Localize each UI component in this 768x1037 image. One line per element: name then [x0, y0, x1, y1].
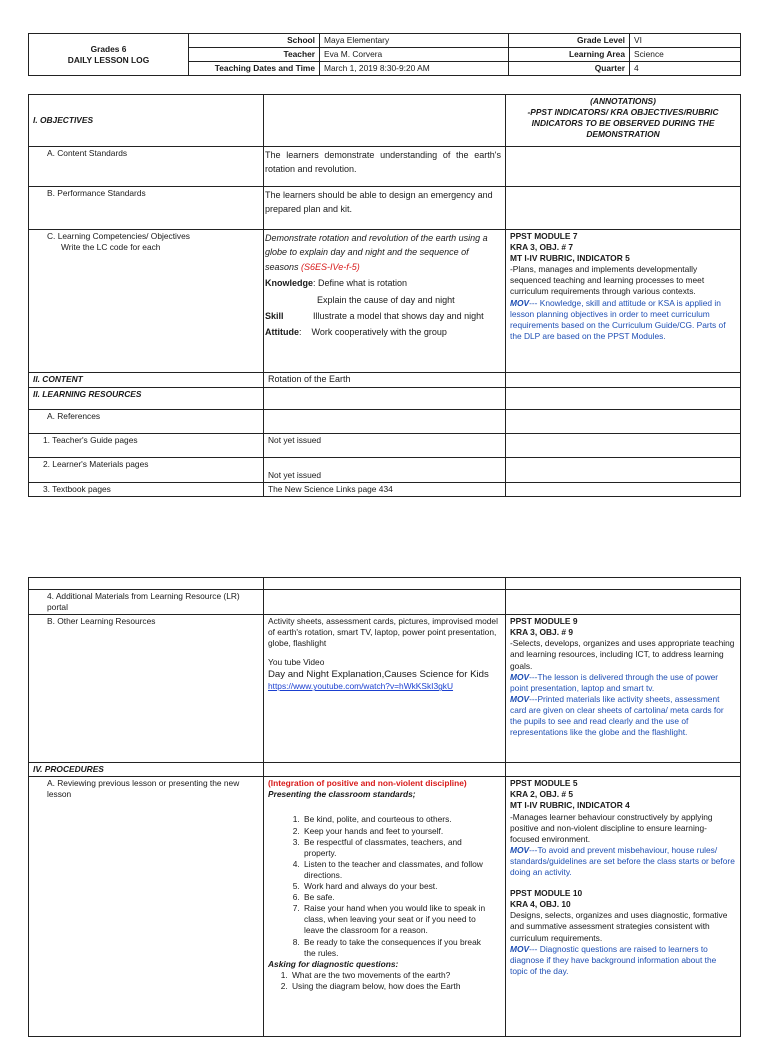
lc-code: (S6ES-IVe-f-5): [301, 261, 360, 272]
references-annotation: [506, 410, 741, 434]
learning-resources-annotation: [506, 388, 741, 410]
quarter-label: Quarter: [509, 62, 630, 76]
grade-title-cell: [29, 34, 189, 76]
reviewing-lesson-annotation: PPST MODULE 5 KRA 2, OBJ. # 5 MT I-IV RUBRIC, INDICATOR 4 -Manages learner behaviour constructively by applying positive and non-violent discipline to ensure learning-focused environment. MOV---To avoid and prevent misbehaviour, house rules/ standards/guidelines are set before the class starts or before doing an activity. PPST MODULE 10 KRA 4, OBJ. 10 Designs, selects, organizes and uses diagnostic, formative and summative assessment strategies consistent with curriculum requirements. MOV--- Diagnostic questions are raised to learners to diagnose if they have background information about the topic of the day.: [506, 777, 741, 1037]
teacher-value: Eva M. Corvera: [320, 48, 509, 62]
learning-competencies-label: C. Learning Competencies/ Objectives Write the LC code for each: [29, 230, 264, 373]
performance-standards-annotation: [506, 187, 741, 230]
objectives-table: [28, 94, 741, 497]
additional-materials-annotation: [506, 590, 741, 615]
other-resources-annotation: PPST MODULE 9 KRA 3, OBJ. # 9 -Selects, develops, organizes and uses appropriate teaching and learning resources, including ICT, to address learning goals. MOV---The lesson is delivered through the use of power point presentation, laptop and smart tv. MOV---Printed materials like activity sheets, assessment card are given on clear sheets of cartolina/ meta cards for the pupils to see and read clearly and the use of representations like the globe and the flashlight.: [506, 615, 741, 763]
teachers-guide-value: Not yet issued: [264, 434, 506, 458]
school-label: School: [189, 34, 320, 48]
content-value: Rotation of the Earth: [264, 373, 506, 388]
diagnostic-question-item: 1. What are the two movements of the earth?: [290, 970, 501, 981]
blank-cell-3: [506, 578, 741, 590]
objectives-empty-cell: [264, 95, 506, 147]
attitude-line: Attitude: Work cooperatively with the group: [265, 327, 447, 338]
knowledge-line-2: Explain the cause of day and night: [317, 294, 455, 305]
references-label: A. References: [29, 410, 264, 434]
performance-standards-text: The learners should be able to design an emergency and prepared plan and kit.: [264, 187, 506, 230]
header-table: [28, 33, 741, 76]
blank-cell-2: [264, 578, 506, 590]
textbook-annotation: [506, 483, 741, 497]
youtube-label: You tube Video: [268, 657, 325, 668]
textbook-label: 3. Textbook pages: [29, 483, 264, 497]
content-standards-label: A. Content Standards: [29, 147, 264, 187]
annotations-subtitle: -PPST INDICATORS/ KRA OBJECTIVES/RUBRIC INDICATORS TO BE OBSERVED DURING THE DEMONSTRATION: [527, 107, 719, 140]
classroom-standard-item: 7. Raise your hand when you would like to speak in class, when leaving your seat or if you need to leave the classroom for a reason.: [302, 903, 493, 936]
other-resources-label: B. Other Learning Resources: [29, 615, 264, 763]
reviewing-lesson-label: A. Reviewing previous lesson or presenting the new lesson: [29, 777, 264, 1037]
classroom-standard-item: 1. Be kind, polite, and courteous to others.: [302, 814, 493, 825]
diagnostic-heading: Asking for diagnostic questions:: [268, 958, 399, 969]
teachers-guide-label: 1. Teacher's Guide pages: [29, 434, 264, 458]
knowledge-line: Knowledge: Define what is rotation: [265, 278, 408, 289]
classroom-standard-item: 8. Be ready to take the consequences if you break the rules.: [302, 937, 493, 959]
learning-competencies-annotation: PPST MODULE 7 KRA 3, OBJ. # 7 MT I-IV RUBRIC, INDICATOR 5 -Plans, manages and implements developmentally sequenced teaching and learning processes to meet curriculum requirements through various contexts. MOV--- Knowledge, skill and attitude or KSA is applied in lesson planning objectives in order to meet curriculum requirements based on the Curriculum Guide/CG. Parts of the DLP are based on the PPST Modules.: [506, 230, 741, 373]
content-annotation: [506, 373, 741, 388]
video-title: Day and Night Explanation,Causes Science for Kids: [268, 668, 489, 680]
classroom-standard-item: 2. Keep your hands and feet to yourself.: [302, 826, 493, 837]
other-resources-text: Activity sheets, assessment cards, pictures, improvised model of earth's rotation, smart TV, laptop, power point presentation, globe, flashlight You tube Video Day and Night Explanation,Causes Science for Kids https://www.youtube.com/watch?v=hWkKSkI3gkU: [264, 615, 506, 763]
lc-objective: Demonstrate rotation and revolution of the earth using a globe to explain day and night and the sequence of seasons: [265, 233, 488, 272]
grades-label: Grades 6: [90, 43, 127, 54]
reviewing-lesson-content: [264, 777, 506, 1037]
classroom-standard-item: 5. Work hard and always do your best.: [302, 881, 493, 892]
learners-materials-label: 2. Learner's Materials pages: [29, 458, 264, 483]
additional-materials-value: [264, 590, 506, 615]
references-empty: [264, 410, 506, 434]
content-standards-text: The learners demonstrate understanding of the earth's rotation and revolution.: [264, 147, 506, 187]
integration-note: (Integration of positive and non-violent discipline): [268, 778, 467, 789]
quarter-value: 4: [630, 62, 741, 76]
content-standards-annotation: [506, 147, 741, 187]
annotations-header: [506, 95, 741, 147]
procedures-table: [28, 577, 741, 1037]
learning-resources-empty: [264, 388, 506, 410]
blank-cell-1: [29, 578, 264, 590]
presenting-standards: Presenting the classroom standards;: [268, 789, 416, 800]
dates-value: March 1, 2019 8:30-9:20 AM: [320, 62, 509, 76]
teachers-guide-annotation: [506, 434, 741, 458]
additional-materials-label: 4. Additional Materials from Learning Resource (LR) portal: [29, 590, 264, 615]
teacher-label: Teacher: [189, 48, 320, 62]
classroom-standard-item: 3. Be respectful of classmates, teachers, and property.: [302, 837, 493, 859]
learning-area-label: Learning Area: [509, 48, 630, 62]
learners-materials-value: Not yet issued: [264, 458, 506, 483]
diagnostic-questions-list: [268, 970, 501, 992]
learning-area-value: Science: [630, 48, 741, 62]
textbook-value: The New Science Links page 434: [264, 483, 506, 497]
grade-level-value: VI: [630, 34, 741, 48]
procedures-heading: IV. PROCEDURES: [29, 763, 264, 777]
school-value: Maya Elementary: [320, 34, 509, 48]
classroom-standards-list: [268, 814, 493, 958]
classroom-standard-item: 4. Listen to the teacher and classmates, and follow directions.: [302, 859, 493, 881]
daily-lesson-log-title: DAILY LESSON LOG: [67, 54, 150, 65]
learners-materials-annotation: [506, 458, 741, 483]
diagnostic-question-item: 2. Using the diagram below, how does the Earth: [290, 981, 501, 992]
grade-level-label: Grade Level: [509, 34, 630, 48]
classroom-standard-item: 6. Be safe.: [302, 892, 493, 903]
content-heading: II. CONTENT: [29, 373, 264, 388]
performance-standards-label: B. Performance Standards: [29, 187, 264, 230]
annotations-title: (ANNOTATIONS): [590, 96, 656, 106]
procedures-empty: [264, 763, 506, 777]
learning-competencies-text: [264, 230, 506, 373]
objectives-heading: I. OBJECTIVES: [29, 95, 264, 147]
video-link[interactable]: https://www.youtube.com/watch?v=hWkKSkI3gkU: [268, 681, 454, 692]
learning-resources-heading: II. LEARNING RESOURCES: [29, 388, 264, 410]
dates-label: Teaching Dates and Time: [189, 62, 320, 76]
skill-line: Skill Illustrate a model that shows day and night: [265, 310, 484, 321]
procedures-annotation: [506, 763, 741, 777]
